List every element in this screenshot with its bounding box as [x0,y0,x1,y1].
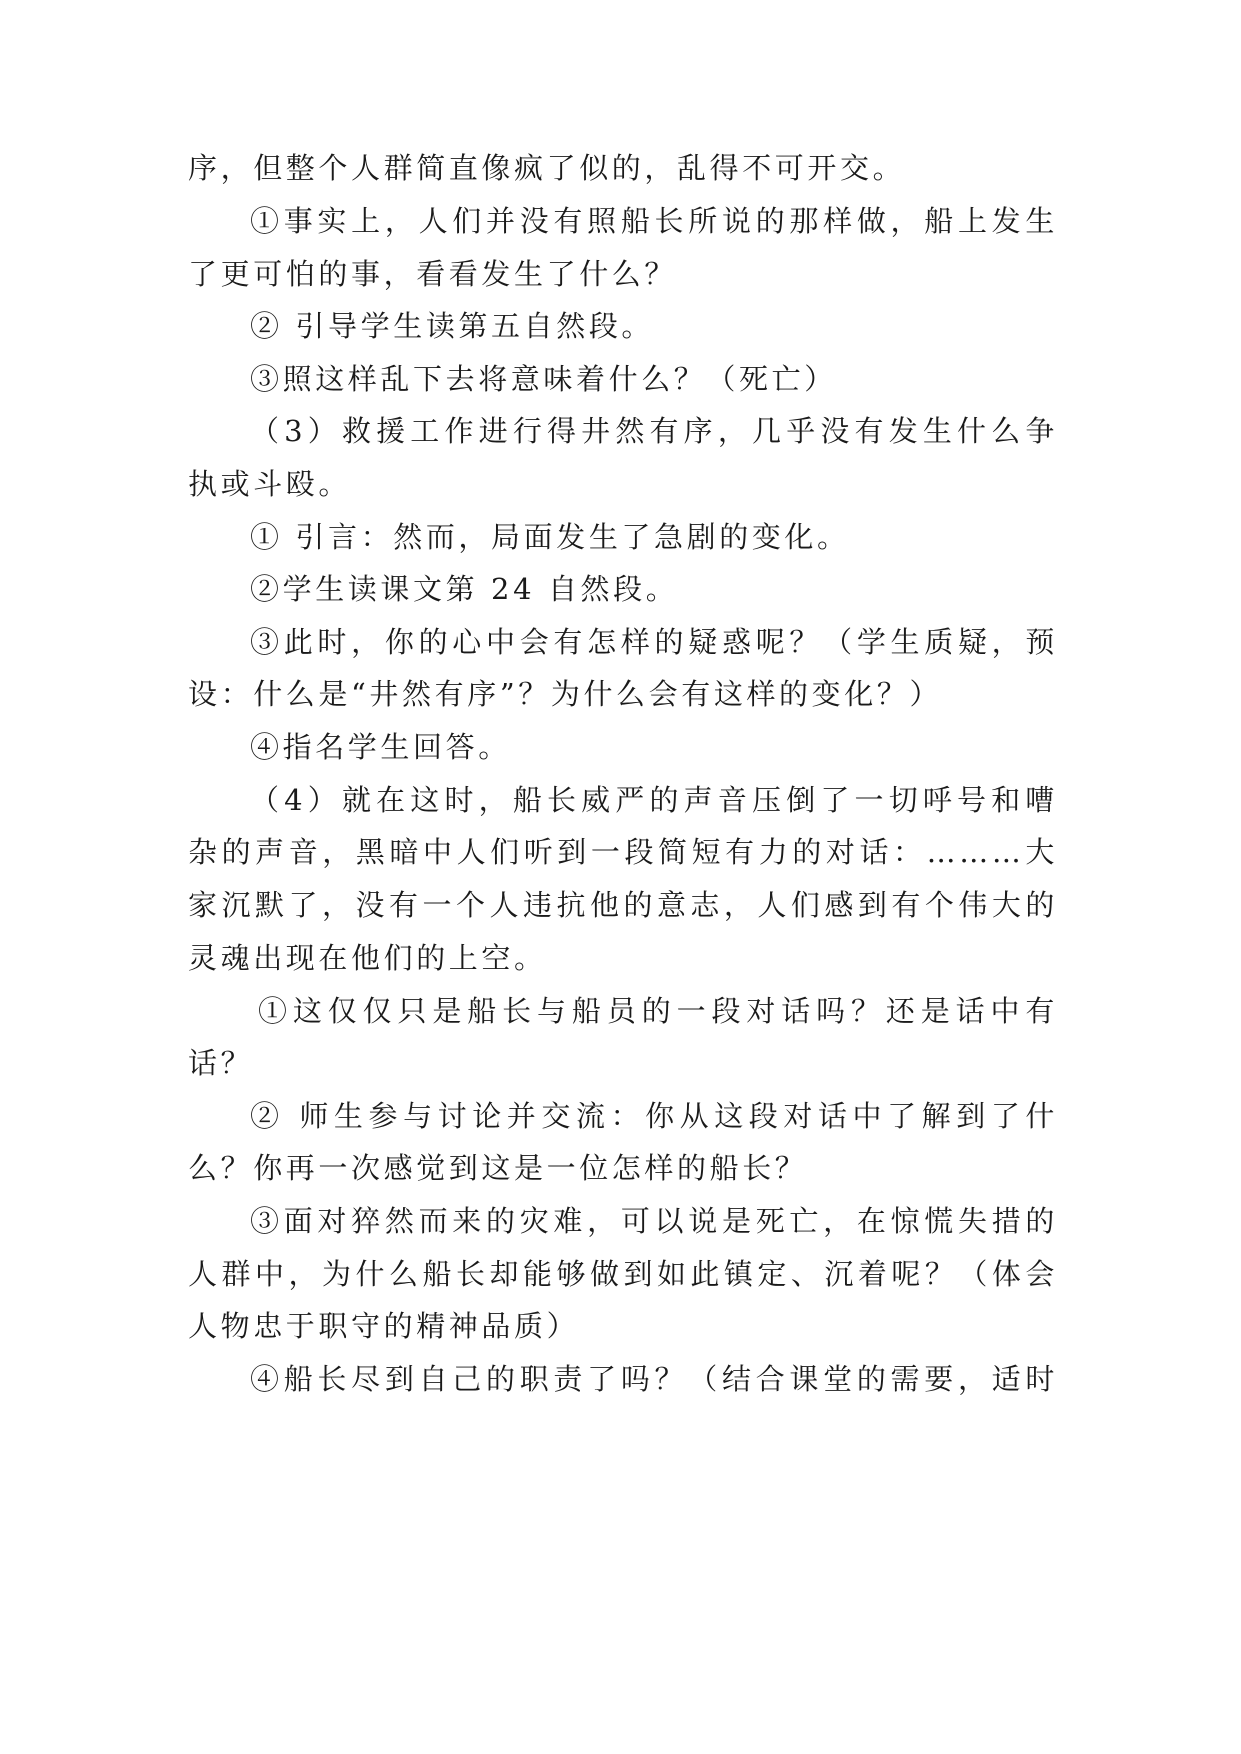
text-line: 杂的声音，黑暗中人们听到一段简短有力的对话：………大 [188,835,1058,869]
text-line: ③面对猝然而来的灾难，可以说是死亡，在惊慌失措的 [250,1204,1058,1238]
text-line: 设：什么是“井然有序”？为什么会有这样的变化？） [188,677,943,711]
text-line: ③照这样乱下去将意味着什么？（死亡） [250,362,837,396]
text-line: 执或斗殴。 [188,467,352,501]
text-line: ①这仅仅只是船长与船员的一段对话吗？还是话中有 [258,994,1058,1028]
text-line: 家沉默了，没有一个人违抗他的意志，人们感到有个伟大的 [188,888,1058,922]
text-line: ②学生读课文第 24 自然段。 [250,572,679,606]
text-line: 序，但整个人群简直像疯了似的，乱得不可开交。 [188,151,906,185]
text-line: ④指名学生回答。 [250,730,511,764]
text-line: 灵魂出现在他们的上空。 [188,941,547,975]
text-line: ①事实上，人们并没有照船长所说的那样做，船上发生 [250,204,1058,238]
text-line: ② 引导学生读第五自然段。 [250,309,655,343]
text-line: 了更可怕的事，看看发生了什么？ [188,257,678,291]
text-line: （4）就在这时，船长威严的声音压倒了一切呼号和嘈 [250,783,1058,817]
text-line: 人群中，为什么船长却能够做到如此镇定、沉着呢？（体会 [188,1257,1058,1291]
text-line: 人物忠于职守的精神品质） [188,1309,580,1343]
text-line: 么？你再一次感觉到这是一位怎样的船长？ [188,1151,808,1185]
text-line: ③此时，你的心中会有怎样的疑惑呢？（学生质疑，预 [250,625,1058,659]
text-line: 话？ [188,1046,254,1080]
text-line: （3）救援工作进行得井然有序，几乎没有发生什么争 [250,414,1058,448]
text-line: ① 引言：然而，局面发生了急剧的变化。 [250,520,850,554]
text-line: ④船长尽到自己的职责了吗？（结合课堂的需要，适时 [250,1362,1058,1396]
text-line: ② 师生参与讨论并交流：你从这段对话中了解到了什 [250,1099,1058,1133]
